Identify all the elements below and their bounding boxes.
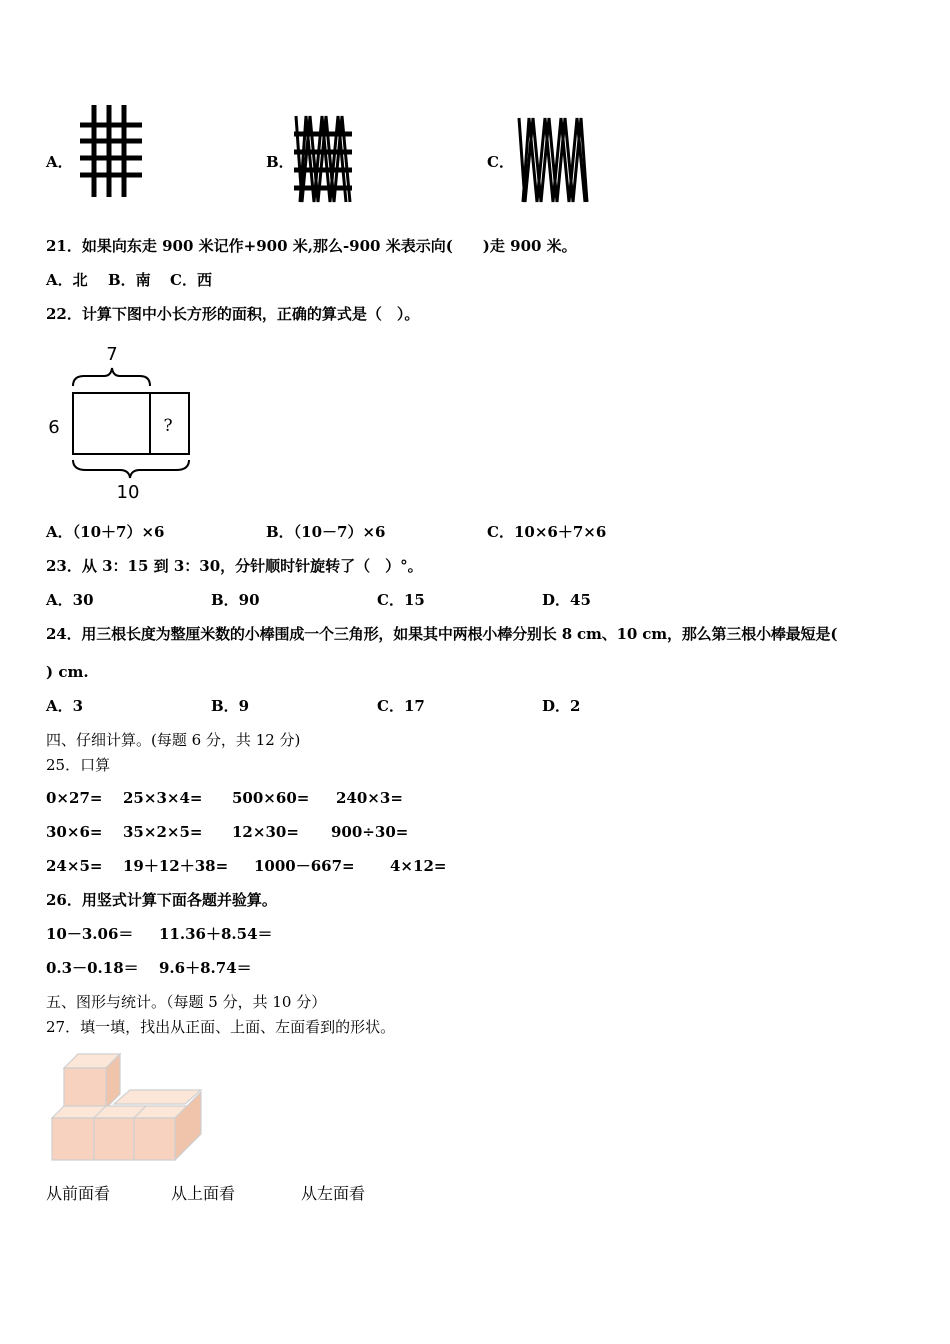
zigzag-lines-icon (515, 114, 591, 206)
q21-option-c: C．西 (170, 271, 212, 289)
section4-heading: 四、仔细计算。(每题 6 分，共 12 分) (46, 731, 301, 749)
q20-option-c-label: C． (487, 153, 514, 171)
q25-r2-c3: 12×30= (232, 823, 299, 841)
q22-option-b: B．（10－7）×6 (266, 523, 386, 541)
q24-option-d: D．2 (542, 697, 581, 715)
q20-option-b-label: B． (266, 153, 294, 171)
view-front-label: 从前面看 (46, 1184, 111, 1203)
q24-stem-line1: 24．用三根长度为整厘米数的小棒围成一个三角形，如果其中两根小棒分别长 8 cm、10 cm，那么第三根小棒最短是( (46, 625, 838, 643)
q25-r1-c4: 240×3= (336, 789, 403, 807)
q21-option-b: B．南 (108, 271, 151, 289)
q21-option-a: A．北 (46, 271, 88, 289)
view-left-label: 从左面看 (301, 1184, 366, 1203)
q26-r1-c1: 10－3.06＝ (46, 925, 134, 943)
height-label: 6 (48, 417, 60, 438)
q25-r2-c4: 900÷30= (331, 823, 409, 841)
bottom-width-label: 10 (116, 482, 140, 503)
q20-option-a-label: A． (46, 153, 73, 171)
q24-option-a: A．3 (46, 697, 84, 715)
q25-r2-c1: 30×6= (46, 823, 103, 841)
q26-stem: 26．用竖式计算下面各题并验算。 (46, 891, 277, 909)
q25-stem: 25．口算 (46, 756, 111, 774)
rectangle-diagram (44, 340, 204, 510)
q26-r1-c2: 11.36＋8.54＝ (159, 925, 273, 943)
q24-option-b: B．9 (211, 697, 250, 715)
q25-r3-c4: 4×12= (390, 857, 447, 875)
q23-stem: 23．从 3：15 到 3：30，分针顺时针旋转了（ ）°。 (46, 557, 423, 575)
q24-option-c: C．17 (377, 697, 425, 715)
q25-r2-c2: 35×2×5= (123, 823, 203, 841)
q25-r3-c2: 19＋12＋38= (123, 857, 229, 875)
q23-option-d: D．45 (542, 591, 591, 609)
q23-option-b: B．90 (211, 591, 260, 609)
q22-option-a: A．（10＋7）×6 (46, 523, 165, 541)
q21-stem: 21．如果向东走 900 米记作+900 米,那么-900 米表示向( )走 900 米。 (46, 237, 577, 255)
q22-option-c: C．10×6＋7×6 (487, 523, 607, 541)
unknown-width-label: ? (163, 416, 173, 436)
cube-stack-figure (50, 1052, 206, 1164)
section5-heading: 五、图形与统计。（每题 5 分，共 10 分） (46, 993, 327, 1011)
grid-hash-icon (76, 103, 146, 199)
q25-r3-c1: 24×5= (46, 857, 103, 875)
view-top-label: 从上面看 (171, 1184, 236, 1203)
q23-option-c: C．15 (377, 591, 425, 609)
q26-r2-c1: 0.3－0.18＝ (46, 959, 139, 977)
zigzag-grid-icon (292, 112, 354, 206)
q23-option-a: A．30 (46, 591, 94, 609)
q25-r3-c3: 1000－667= (254, 857, 355, 875)
q27-stem: 27．填一填，找出从正面、上面、左面看到的形状。 (46, 1018, 396, 1036)
q25-r1-c2: 25×3×4= (123, 789, 203, 807)
q26-r2-c2: 9.6＋8.74＝ (159, 959, 252, 977)
q24-stem-line2: ) cm. (46, 663, 89, 681)
q25-r1-c3: 500×60= (232, 789, 310, 807)
q22-stem: 22．计算下图中小长方形的面积，正确的算式是（ ）。 (46, 305, 420, 323)
top-width-label: 7 (106, 344, 118, 365)
q25-r1-c1: 0×27= (46, 789, 103, 807)
